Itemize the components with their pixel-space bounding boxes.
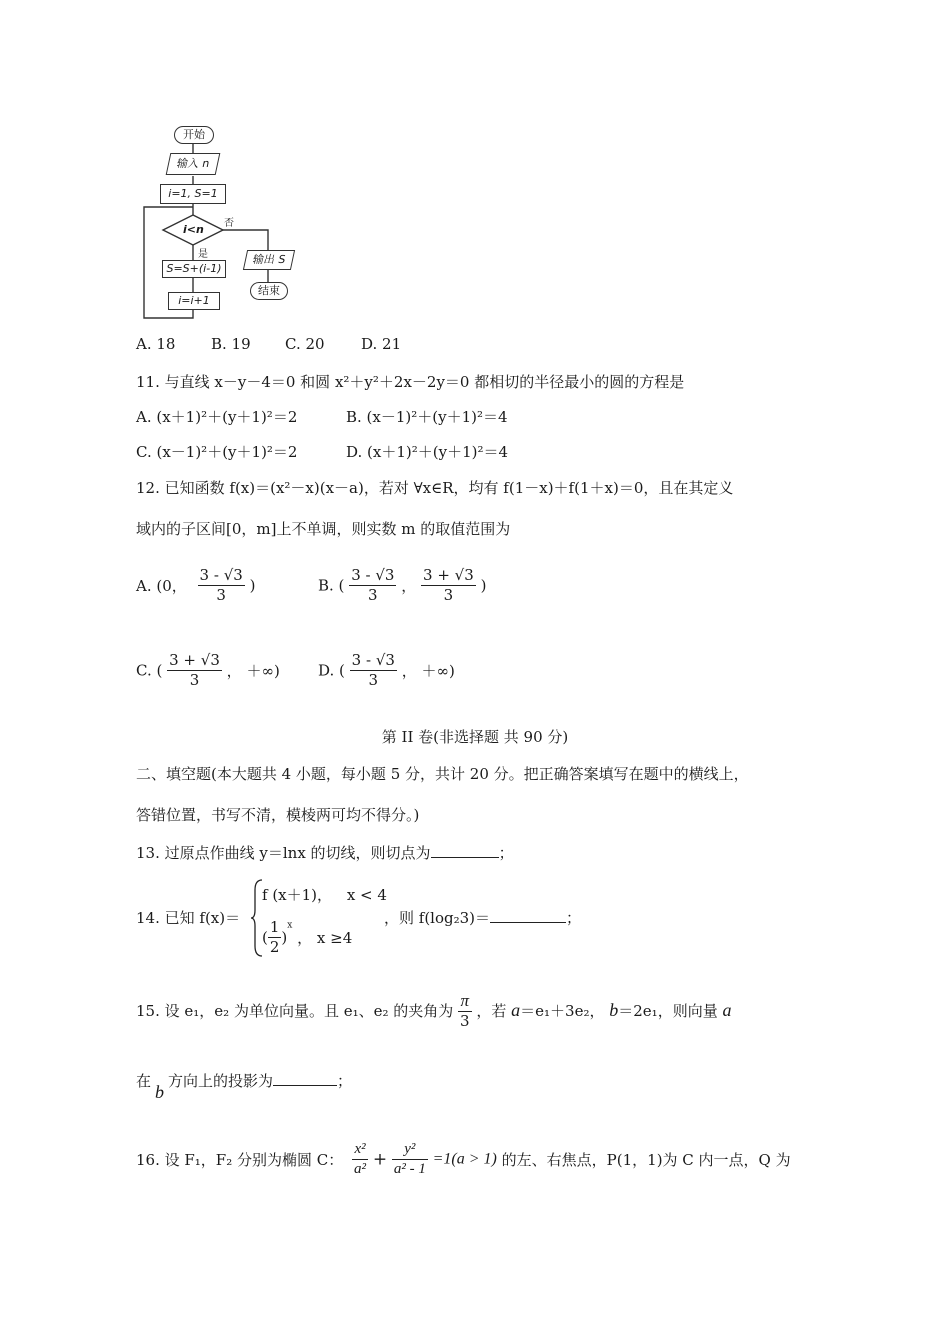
q16-fraction-x (352, 1140, 368, 1179)
flowchart-yes-label: 是 (198, 249, 208, 260)
q12-d-prefix: D. ( (318, 661, 345, 680)
vector-b-line2: b (155, 1082, 165, 1102)
q12-option-c (136, 651, 280, 690)
fraction-numerator: 3 + √3 (169, 651, 220, 669)
fraction-denominator: 3 (368, 585, 378, 604)
q12-c-comma: ， (226, 661, 242, 680)
q14-prefix: 14. 已知 f(x)＝ (136, 909, 241, 927)
q14-tail: ； (566, 909, 582, 927)
q14-case2-cond: ， x ≥4 (297, 928, 353, 947)
q12-stem-line1: 12. 已知函数 f(x)＝(x²－x)(x－a)，若对 ∀x∈R，均有 f(1－x)＋f(1＋x)＝0，且在其定义 (136, 479, 734, 497)
q12-d-fraction (350, 651, 397, 690)
section2-instructions-line2: 答错位置，书写不清，模棱两可均不得分。) (136, 806, 420, 824)
fraction-denominator: 3 (189, 670, 200, 689)
q16-equation-rhs: =1(a > 1) (432, 1150, 497, 1168)
q13-text: 13. 过原点作曲线 y＝lnx 的切线，则切点为 (136, 844, 431, 862)
q15-line2-suffix: 方向上的投影为 (168, 1072, 274, 1090)
q12-option-d (318, 651, 455, 690)
flowchart-no-label: 否 (224, 218, 234, 229)
q15-angle-fraction (458, 990, 472, 1031)
q10-option-d: D. 21 (361, 335, 402, 353)
answer-blank[interactable] (431, 843, 499, 858)
q14-suffix: ，则 f(log₂3)＝ (384, 909, 491, 927)
vector-b: b (609, 1000, 619, 1020)
q15-line2-prefix: 在 (136, 1072, 152, 1090)
q16-plus: + (372, 1149, 388, 1170)
q12-b-fraction-lower (349, 566, 396, 605)
q10-option-b: B. 19 (211, 335, 251, 353)
q16-suffix: 的左、右焦点，P(1，1)为 C 内一点，Q 为 (501, 1150, 791, 1169)
flowchart-end: 结束 (250, 282, 288, 300)
q12-c-infinity: ＋∞) (246, 661, 280, 680)
fraction-numerator: y² (392, 1140, 428, 1160)
q12-b-close: ) (480, 576, 487, 595)
fraction-denominator: 3 (443, 585, 454, 604)
q12-d-infinity: ＋∞) (421, 661, 455, 680)
fraction-denominator: 3 (460, 1012, 470, 1031)
q11-option-c: C. (x－1)²＋(y＋1)²＝2 (136, 443, 298, 461)
flowchart-update-i: i=i+1 (168, 292, 220, 310)
q12-b-comma: ， (401, 576, 417, 595)
q14-case2: ( $\frac{1}{2}$ )$^x$ ， x ≥4 (262, 918, 353, 956)
fraction-denominator: 3 (368, 670, 379, 689)
q12-c-fraction (167, 651, 222, 690)
q13-tail: ； (498, 844, 514, 862)
answer-blank[interactable] (273, 1071, 337, 1086)
fraction-denominator: 2 (269, 937, 280, 956)
q11-option-b: B. (x－1)²＋(y＋1)²＝4 (346, 408, 508, 426)
flowchart-input: 输入 n (166, 153, 221, 175)
q16-prefix: 16. 设 F₁，F₂ 分别为椭圆 C： (136, 1150, 344, 1169)
q11-stem: 11. 与直线 x－y－4＝0 和圆 x²＋y²＋2x－2y＝0 都相切的半径最小的圆的方程是 (136, 373, 685, 391)
fraction-denominator: 3 (216, 585, 226, 604)
q14-suffix-group (384, 907, 581, 928)
q14-case2-exponent: x (287, 920, 293, 931)
fraction-denominator: a² - 1 (393, 1160, 426, 1177)
flowchart-condition: i<n (183, 223, 204, 236)
q10-option-a: A. 18 (136, 335, 176, 353)
q12-a-close: ) (249, 576, 256, 595)
fraction-numerator: 1 (269, 918, 280, 936)
flowchart-start: 开始 (174, 126, 214, 144)
q10-option-c: C. 20 (285, 335, 325, 353)
q13 (136, 842, 514, 863)
q14-case1 (262, 884, 387, 905)
q15-b-expr: ＝2e₁，则向量 (618, 1002, 723, 1020)
q12-c-prefix: C. ( (136, 661, 163, 680)
q12-stem-line2: 域内的子区间[0，m]上不单调，则实数 m 的取值范围为 (136, 520, 511, 538)
q12-option-a (136, 566, 255, 605)
q15-tail: ； (337, 1072, 353, 1090)
flowchart-update-s: S=S+(i-1) (162, 260, 226, 278)
flowchart (138, 122, 308, 322)
fraction-numerator: 3 + √3 (423, 566, 474, 584)
q16-line1 (136, 1140, 791, 1179)
q14-case1-cond: x < 4 (346, 886, 387, 904)
flowchart-output: 输出 S (243, 250, 295, 270)
q15-prefix: 15. 设 e₁，e₂ 为单位向量。且 e₁、e₂ 的夹角为 (136, 1002, 454, 1020)
answer-blank[interactable] (490, 908, 566, 923)
q12-a-fraction (198, 566, 245, 605)
q11-option-a: A. (x＋1)²＋(y＋1)²＝2 (136, 408, 298, 426)
q15-a-expr: ＝e₁＋3e₂， (520, 1002, 605, 1020)
section2-instructions-line1: 二、填空题(本大题共 4 小题，每小题 5 分，共计 20 分。把正确答案填写在题中的横线上， (136, 765, 749, 783)
q15-line1 (136, 990, 731, 1031)
fraction-numerator: 3 - √3 (199, 566, 243, 584)
q11-option-d: D. (x＋1)²＋(y＋1)²＝4 (346, 443, 509, 461)
fraction-numerator: 3 - √3 (351, 566, 395, 584)
vector-a: a (511, 1000, 521, 1020)
flowchart-init: i=1, S=1 (160, 184, 226, 204)
fraction-numerator: π (458, 990, 472, 1012)
vector-a-end: a (722, 1000, 732, 1020)
q12-b-prefix: B. ( (318, 576, 345, 595)
q12-a-prefix: A. (0， (136, 576, 187, 595)
fraction-numerator: 3 - √3 (351, 651, 395, 669)
fraction-denominator: a² (354, 1160, 367, 1177)
section-title: 第 II 卷(非选择题 共 90 分) (381, 728, 569, 746)
q12-d-comma: ， (401, 661, 417, 680)
q16-fraction-y (392, 1140, 428, 1179)
q15-line2 (136, 1070, 353, 1102)
q12-b-fraction-upper (421, 566, 476, 605)
q14-case1-expr: f (x＋1)， (262, 886, 333, 904)
q15-mid: ，若 (476, 1002, 512, 1020)
q12-option-b (318, 566, 486, 605)
fraction-numerator: x² (352, 1140, 368, 1160)
q14-case2-fraction (268, 918, 282, 957)
